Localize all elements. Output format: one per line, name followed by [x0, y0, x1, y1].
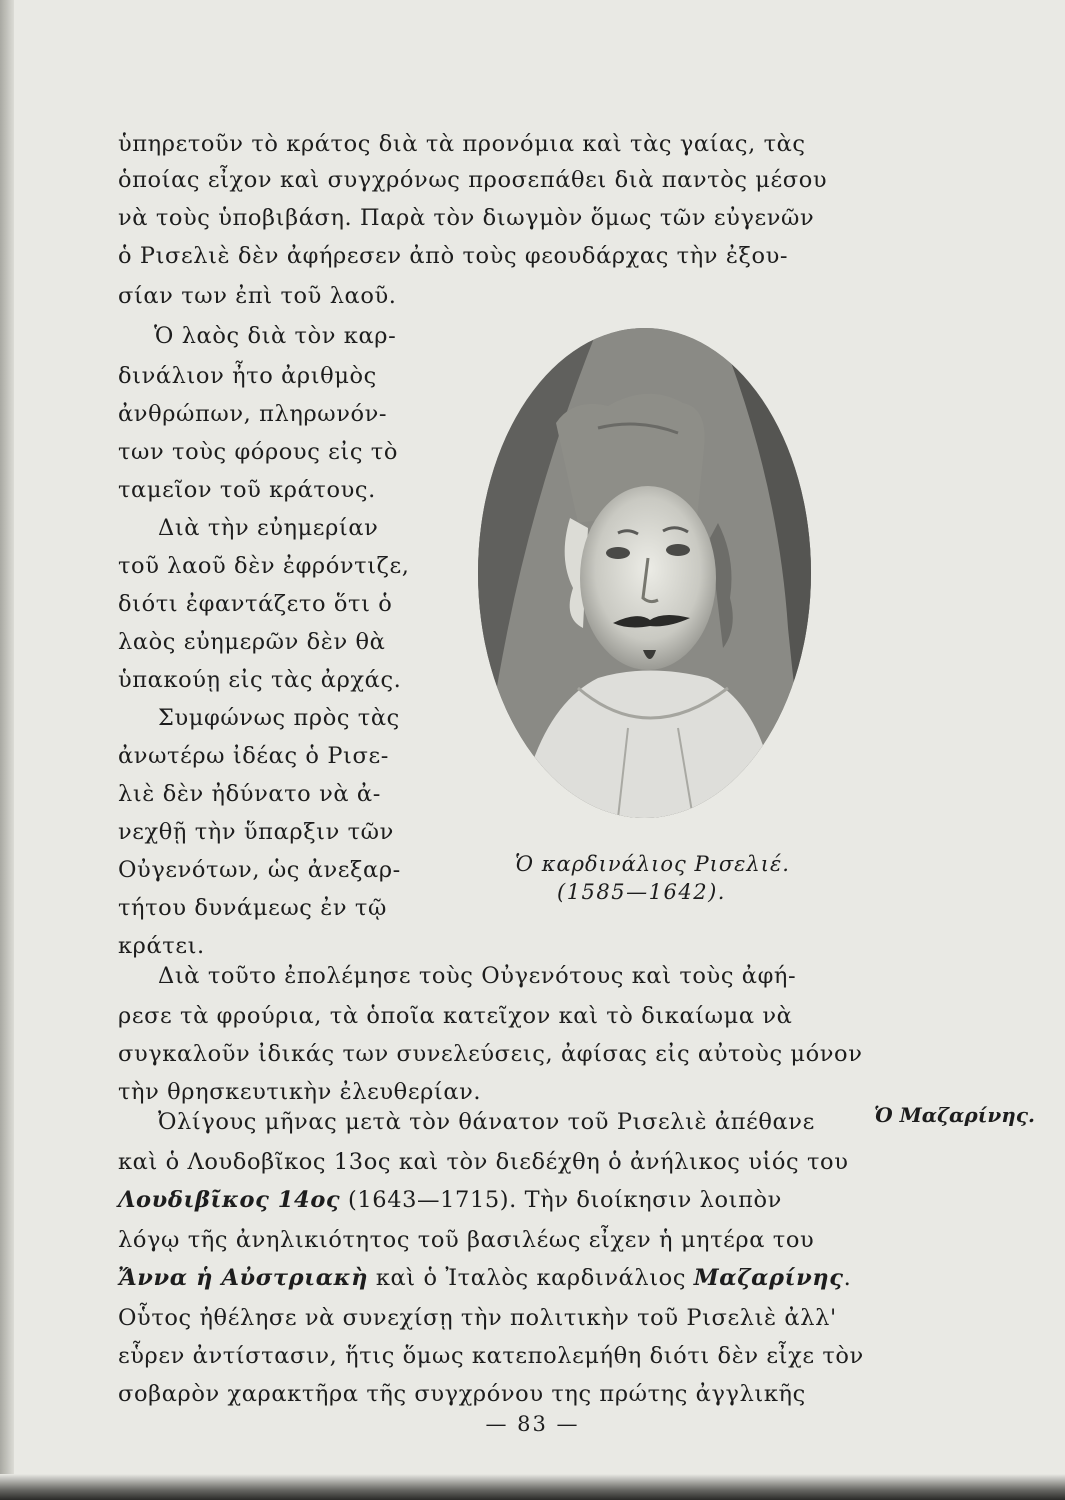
portrait-caption-dates: (1585—1642).	[557, 880, 726, 904]
text-line: Συμφώνως πρὸς τὰς	[158, 705, 400, 731]
text-line	[118, 1260, 853, 1296]
text-run: (1643—1715). Τὴν διοίκησιν λοιπὸν	[340, 1187, 782, 1213]
text-line: τοῦ λαοῦ δὲν ἐφρόντιζε,	[118, 553, 410, 579]
margin-note: Ὁ Μαζαρίνης.	[874, 1103, 1035, 1127]
page-bottom-edge	[0, 1474, 1065, 1500]
text-line: νὰ τοὺς ὑποβιβάση. Παρὰ τὸν διωγμὸν ὅμως τῶν εὐγενῶν	[118, 205, 815, 231]
text-line	[118, 1182, 853, 1218]
text-line: ταμεῖον τοῦ κράτους.	[118, 477, 376, 503]
portrait-image-richelieu	[478, 328, 811, 818]
emphasis-anna: Ἄννα ἡ Αὐστριακὴ	[118, 1265, 369, 1291]
text-line: Ὀλίγους μῆνας μετὰ τὸν θάνατον τοῦ Ρισελιὲ ἀπέθανε	[158, 1109, 815, 1135]
text-line: λαὸς εὐημερῶν δὲν θὰ	[118, 629, 386, 655]
text-line: ὑπηρετοῦν τὸ κράτος διὰ τὰ προνόμια καὶ τὰς γαίας, τὰς	[118, 131, 806, 157]
text-line: εὗρεν ἀντίστασιν, ἥτις ὅμως κατεπολεμήθη διότι δὲν εἶχε τὸν	[118, 1343, 864, 1369]
page-number: — 83 —	[485, 1412, 580, 1436]
text-line: Οὐγενότων, ὡς ἀνεξαρ-	[118, 857, 401, 883]
emphasis-mazarin: Μαζαρίνης	[693, 1265, 844, 1291]
text-line: Διὰ τοῦτο ἐπολέμησε τοὺς Οὐγενότους καὶ τοὺς ἀφή-	[158, 963, 797, 989]
page-binding-edge	[0, 0, 14, 1500]
text-line: κράτει.	[118, 933, 205, 959]
text-line: νεχθῇ τὴν ὕπαρξιν τῶν	[118, 819, 394, 845]
text-line: Διὰ τὴν εὐημερίαν	[158, 515, 379, 541]
text-line: διότι ἐφαντάζετο ὅτι ὁ	[118, 591, 393, 617]
text-line: ἀνθρώπων, πληρωνόν-	[118, 401, 388, 427]
text-line: Ὁ λαὸς διὰ τὸν καρ-	[154, 323, 397, 349]
portrait-caption: Ὁ καρδινάλιος Ρισελιέ.	[515, 852, 790, 876]
text-line: συγκαλοῦν ἰδικάς των συνελεύσεις, ἀφίσας εἰς αὐτοὺς μόνον	[118, 1041, 863, 1067]
text-line: σίαν των ἐπὶ τοῦ λαοῦ.	[118, 283, 397, 309]
text-line: των τοὺς φόρους εἰς τὸ	[118, 439, 398, 465]
emphasis-louis-xiv: Λουδιβῖκος 14ος	[118, 1187, 341, 1213]
text-line: τὴν θρησκευτικὴν ἐλευθερίαν.	[118, 1079, 482, 1105]
text-line: ὁποίας εἶχον καὶ συγχρόνως προσεπάθει διὰ παντὸς μέσου	[118, 167, 828, 193]
text-line: ρεσε τὰ φρούρια, τὰ ὁποῖα κατεῖχον καὶ τὸ δικαίωμα νὰ	[118, 1003, 793, 1029]
text-line: λιὲ δὲν ἠδύνατο νὰ ἀ-	[118, 781, 381, 807]
text-line: ὁ Ρισελιὲ δὲν ἀφήρεσεν ἀπὸ τοὺς φεουδάρχας τὴν ἐξου-	[118, 243, 789, 269]
text-line: ἀνωτέρω ἰδέας ὁ Ρισε-	[118, 743, 389, 769]
text-line: καὶ ὁ Λουδοβῖκος 13ος καὶ τὸν διεδέχθη ὁ ἀνήλικος υἱός του	[118, 1149, 849, 1175]
text-run: .	[843, 1265, 852, 1291]
text-run: καὶ ὁ Ἰταλὸς καρδινάλιος	[368, 1265, 694, 1291]
text-line: Οὗτος ἠθέλησε νὰ συνεχίσῃ τὴν πολιτικὴν τοῦ Ρισελιὲ ἀλλ'	[118, 1305, 837, 1331]
text-line: σοβαρὸν χαρακτῆρα τῆς συγχρόνου της πρώτης ἀγγλικῆς	[118, 1381, 806, 1407]
text-line: λόγῳ τῆς ἀνηλικιότητος τοῦ βασιλέως εἶχεν ἡ μητέρα του	[118, 1227, 815, 1253]
text-line: ὑπακούῃ εἰς τὰς ἀρχάς.	[118, 667, 402, 693]
text-line: δινάλιον ἦτο ἀριθμὸς	[118, 363, 377, 389]
text-line: τήτου δυνάμεως ἐν τῷ	[118, 895, 387, 921]
